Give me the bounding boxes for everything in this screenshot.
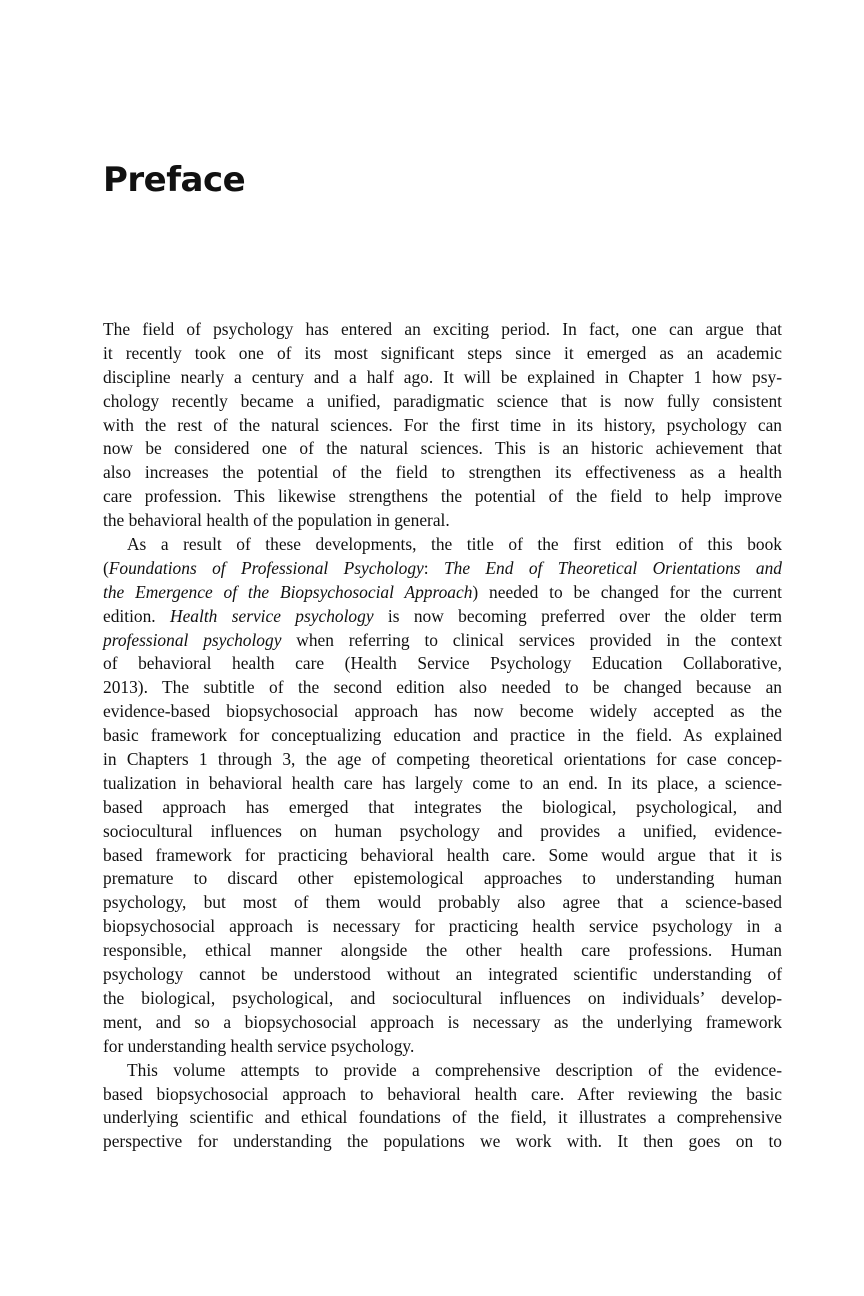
book-title-part: The End of Theoretical Orientations and xyxy=(443,557,782,578)
text-line: the behavioral health of the population in general. xyxy=(103,510,450,531)
text-line xyxy=(103,605,782,629)
text-line: psychology, but most of them would probably also agree that a science-based xyxy=(103,892,782,913)
text-line xyxy=(103,629,782,653)
book-title-part: the Emergence of the Biopsychosocial Approach xyxy=(103,581,473,602)
text-line: psychology cannot be understood without an integrated scientific understanding of xyxy=(103,964,782,985)
text-line: also increases the potential of the field to strengthen its effectiveness as a health xyxy=(103,462,782,483)
body-text xyxy=(103,318,782,1154)
text-line: perspective for understanding the populations we work with. It then goes on to xyxy=(103,1131,782,1152)
text-line xyxy=(103,581,782,605)
text-line: The field of psychology has entered an exciting period. In fact, one can argue that xyxy=(103,319,782,339)
text-line: premature to discard other epistemological approaches to understanding human xyxy=(103,868,782,889)
text-line: tualization in behavioral health care has largely come to an end. In its place, a science- xyxy=(103,772,782,793)
text-line: it recently took one of its most significant steps since it emerged as an academic xyxy=(103,342,782,363)
text-line: care profession. This likewise strengthens the potential of the field to help improve xyxy=(103,486,782,507)
text-line: in Chapters 1 through 3, the age of competing theoretical orientations for case concep- xyxy=(103,749,782,770)
italic-term: Health service psychology xyxy=(170,605,374,626)
text-line: sociocultural influences on human psychology and provides a unified, evidence- xyxy=(103,820,782,841)
line-text: ) needed to be changed for the current xyxy=(472,581,782,602)
line-text: when referring to clinical services provided in the context xyxy=(281,629,782,650)
colon: : xyxy=(423,557,444,578)
page-title: Preface xyxy=(103,160,246,200)
text-line: based biopsychosocial approach to behavioral health care. After reviewing the basic xyxy=(103,1083,782,1104)
text-line: This volume attempts to provide a comprehensive description of the evidence- xyxy=(127,1059,782,1080)
text-line: underlying scientific and ethical foundations of the field, it illustrates a comprehensive xyxy=(103,1107,782,1128)
text-line: basic framework for conceptualizing education and practice in the field. As explained xyxy=(103,725,782,746)
text-line: now be considered one of the natural sciences. This is an historic achievement that xyxy=(103,438,782,459)
paren-open: ( xyxy=(103,557,109,578)
text-line xyxy=(103,557,782,581)
text-line: responsible, ethical manner alongside the other health care professions. Human xyxy=(103,940,782,961)
text-line: evidence-based biopsychosocial approach has now become widely accepted as the xyxy=(103,701,782,722)
text-line: for understanding health service psychology. xyxy=(103,1035,415,1056)
text-line: with the rest of the natural sciences. For the first time in its history, psychology can xyxy=(103,414,782,435)
text-line: discipline nearly a century and a half ago. It will be explained in Chapter 1 how psy- xyxy=(103,366,782,387)
text-line: As a result of these developments, the title of the first edition of this book xyxy=(127,534,782,555)
italic-term: professional psychology xyxy=(103,629,282,650)
text-line: ment, and so a biopsychosocial approach is necessary as the underlying framework xyxy=(103,1011,782,1032)
text-line: biopsychosocial approach is necessary for practicing health service psychology in a xyxy=(103,916,782,937)
text-line: the biological, psychological, and sociocultural influences on individuals’ develop- xyxy=(103,987,782,1008)
line-text: is now becoming preferred over the older term xyxy=(373,605,782,626)
text-line: of behavioral health care (Health Service Psychology Education Collaborative, xyxy=(103,653,782,674)
line-text: edition. xyxy=(103,605,171,626)
text-line: chology recently became a unified, paradigmatic science that is now fully consistent xyxy=(103,390,782,411)
text-line: based approach has emerged that integrates the biological, psychological, and xyxy=(103,796,782,817)
book-title-part: Foundations of Professional Psychology xyxy=(108,557,424,578)
text-line: based framework for practicing behavioral health care. Some would argue that it is xyxy=(103,844,782,865)
text-line: 2013). The subtitle of the second edition also needed to be changed because an xyxy=(103,677,782,698)
